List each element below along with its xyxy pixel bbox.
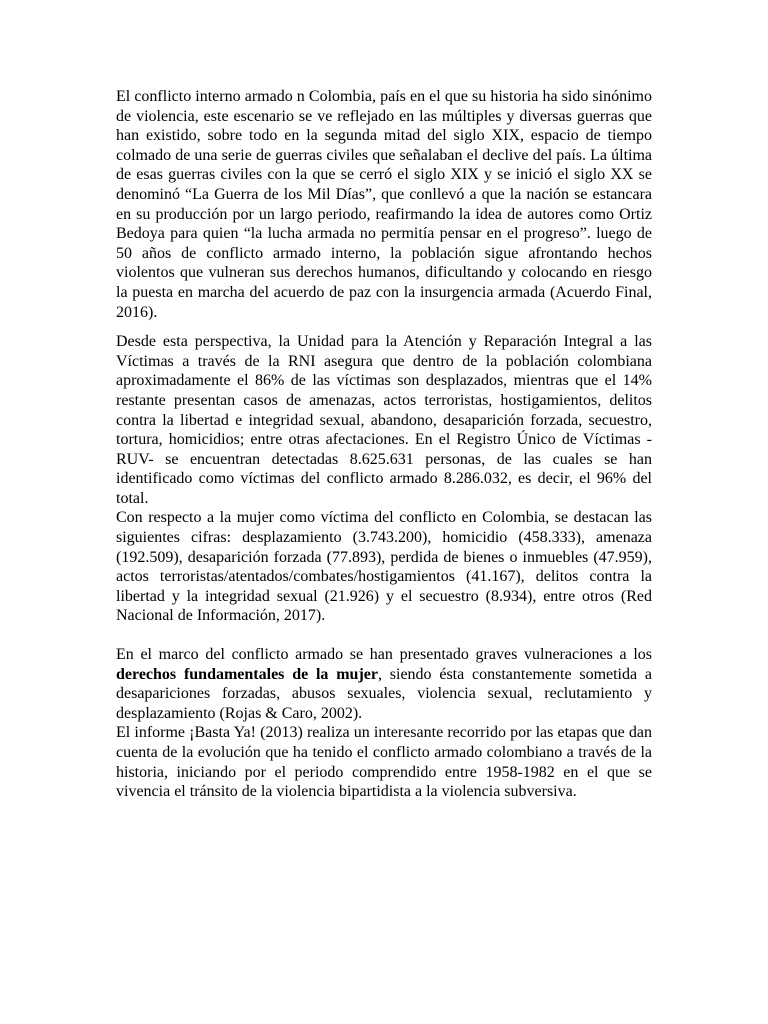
- paragraph-spacer: [116, 322, 652, 332]
- document-body: [116, 87, 652, 802]
- paragraph-4-text-start: En el marco del conflicto armado se han presentado graves vulneraciones a los: [116, 646, 652, 664]
- paragraph-4-text-end: , siendo ésta constantemente sometida a desapariciones forzadas, abusos sexuales, violencia sexual, reclutamiento y desplazamiento (Rojas & Caro, 2002).: [116, 665, 652, 722]
- paragraph-4-bold-phrase: derechos fundamentales de la mujer: [116, 665, 378, 683]
- paragraph-4: [116, 645, 652, 723]
- paragraph-5: El informe ¡Basta Ya! (2013) realiza un interesante recorrido por las etapas que dan cuenta de la evolución que ha tenido el conflicto armado colombiano a través de la historia, iniciando por el periodo comprendido entre 1958-1982 en el que se vivencia el tránsito de la violencia bipartidista a la violencia subversiva.: [116, 724, 652, 801]
- paragraph-1: El conflicto interno armado n Colombia, país en el que su historia ha sido sinónimo de violencia, este escenario se ve reflejado en las múltiples y diversas guerras que han existido, sobre todo en la segunda mitad del siglo XIX, espacio de tiempo colmado de una serie de guerras civiles que señalaban el declive del país. La última de esas guerras civiles con la que se cerró el siglo XIX y se inició el siglo XX se denominó “La Guerra de los Mil Días”, que conllevó a que la nación se estancara en su producción por un largo periodo, reafirmando la idea de autores como Ortiz Bedoya para quien “la lucha armada no permitía pensar en el progreso”. luego de 50 años de conflicto armado interno, la población sigue afrontando hechos violentos que vulneran sus derechos humanos, dificultando y colocando en riesgo la puesta en marcha del acuerdo de paz con la insurgencia armada (Acuerdo Final, 2016).: [116, 88, 652, 321]
- paragraph-2: Desde esta perspectiva, la Unidad para la Atención y Reparación Integral a las Víctimas a través de la RNI asegura que dentro de la población colombiana aproximadamente el 86% de las víctimas son desplazados, mientras que el 14% restante presentan casos de amenazas, actos terroristas, hostigamientos, delitos contra la libertad e integridad sexual, abandono, desaparición forzada, secuestro, tortura, homicidios; entre otras afectaciones. En el Registro Único de Víctimas -RUV- se encuentran detectadas 8.625.631 personas, de las cuales se han identificado como víctimas del conflicto armado 8.286.032, es decir, el 96% del total.: [116, 333, 652, 507]
- paragraph-3: Con respecto a la mujer como víctima del conflicto en Colombia, se destacan las siguientes cifras: desplazamiento (3.743.200), homicidio (458.333), amenaza (192.509), desaparición forzada (77.893), perdida de bienes o inmuebles (47.959), actos terroristas/atentados/combates/hostigamientos (41.167), delitos contra la libertad y la integridad sexual (21.926) y el secuestro (8.934), entre otros (Red Nacional de Información, 2017).: [116, 509, 652, 625]
- paragraph-spacer: [116, 626, 652, 645]
